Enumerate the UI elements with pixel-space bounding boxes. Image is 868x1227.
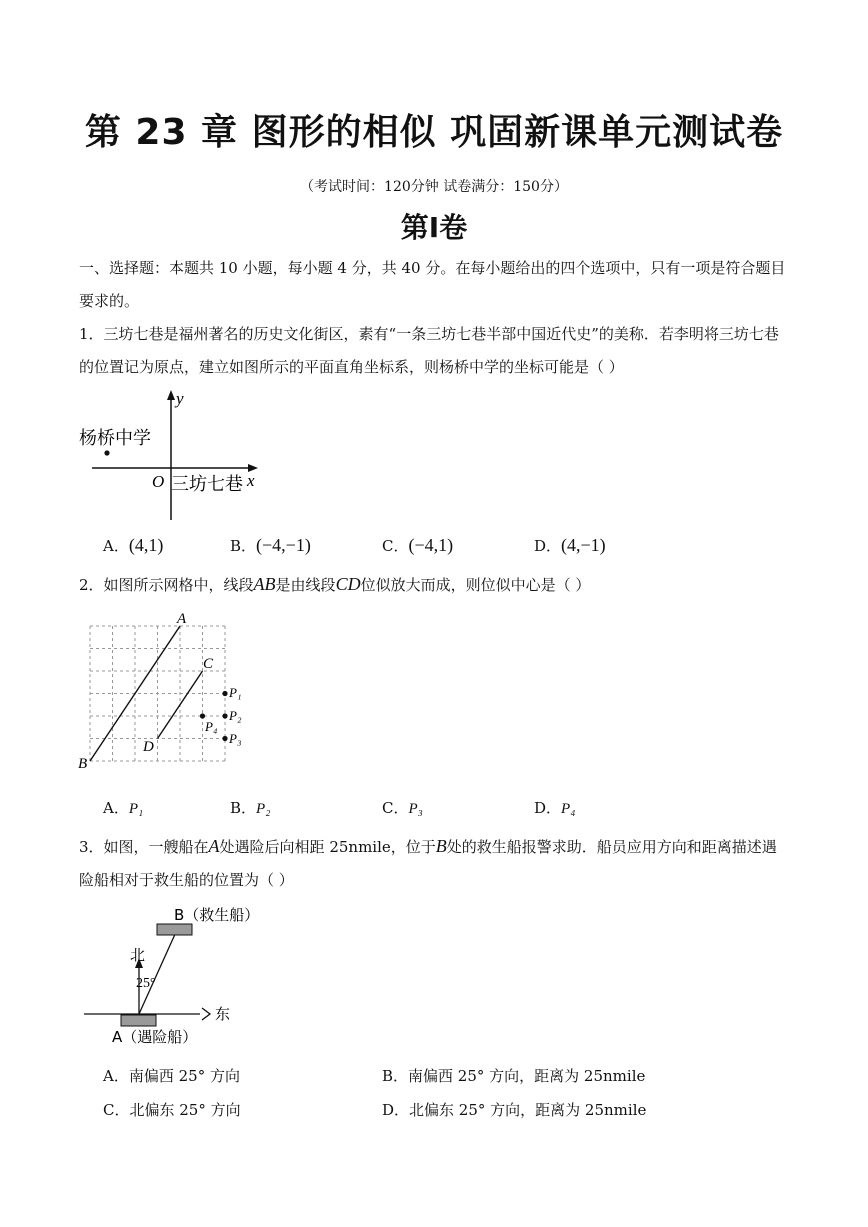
option-text: (4,−1) xyxy=(561,535,606,555)
option-letter: B． xyxy=(230,799,257,817)
q1-option-b[interactable] xyxy=(230,535,311,556)
exam-info: （考试时间：120分钟 试卷满分：150分） xyxy=(300,179,568,195)
origin-label: O xyxy=(152,472,165,491)
label-a-distress: A（遇险船） xyxy=(112,1028,198,1046)
option-text: 北偏东 25° 方向，距离为 25nmile xyxy=(409,1101,647,1119)
q2-option-c[interactable] xyxy=(382,797,423,818)
east-label: 东 xyxy=(215,1005,231,1023)
option-letter: D． xyxy=(534,537,562,555)
option-text: P₁ xyxy=(128,801,144,817)
question-1-stem: 1．三坊七巷是福州著名的历史文化街区，素有“一条三坊七巷半部中国近代史”的美称．若李明将三坊七巷的位置记为原点，建立如图所示的平面直角坐标系，则杨桥中学的坐标可能是（ ） xyxy=(79,325,779,376)
option-letter: A． xyxy=(103,537,129,555)
option-text: (−4,1) xyxy=(408,535,454,555)
label-p1: P₁ xyxy=(229,685,242,700)
option-letter: A． xyxy=(103,1067,129,1085)
east-arrow-icon xyxy=(202,1008,210,1020)
option-text: P₄ xyxy=(561,801,576,817)
option-text: (−4,−1) xyxy=(256,535,311,555)
option-text: P₂ xyxy=(256,801,271,817)
rescue-boat xyxy=(157,924,192,935)
point-p1 xyxy=(222,691,227,696)
stem-text: 是由线段 xyxy=(275,576,336,594)
question-2-figure xyxy=(75,610,265,780)
q3-option-d[interactable] xyxy=(382,1099,646,1120)
point-p3 xyxy=(222,736,227,741)
question-2-stem xyxy=(79,568,791,602)
north-label: 北 xyxy=(130,946,146,964)
option-letter: C． xyxy=(103,1101,130,1119)
label-p4: P₄ xyxy=(205,719,218,734)
point-b-ref: B xyxy=(435,836,447,856)
bearing-line xyxy=(139,932,176,1014)
label-a: A xyxy=(177,611,187,627)
q2-option-d[interactable] xyxy=(534,797,575,818)
school-label: 杨桥中学 xyxy=(79,428,151,449)
school-point xyxy=(104,450,109,455)
page-title: 第 23 章 图形的相似 巩固新课单元测试卷 xyxy=(84,112,784,153)
point-p4 xyxy=(200,713,205,718)
option-letter: A． xyxy=(103,799,129,817)
q3-option-a[interactable] xyxy=(103,1065,240,1086)
stem-text: 3．如图，一艘船在 xyxy=(79,838,209,856)
q3-option-c[interactable] xyxy=(103,1099,241,1120)
distressed-boat xyxy=(121,1015,156,1026)
option-letter: C． xyxy=(382,799,409,817)
option-text: 北偏东 25° 方向 xyxy=(129,1101,241,1119)
segment-cd-label: CD xyxy=(335,574,361,594)
origin-place-label: 三坊七巷 xyxy=(171,474,243,495)
label-c: C xyxy=(203,656,214,672)
q1-option-c[interactable] xyxy=(382,535,453,556)
y-axis-label: y xyxy=(176,389,184,408)
option-text: 南偏西 25° 方向 xyxy=(128,1067,240,1085)
label-b: B xyxy=(78,756,88,772)
grid xyxy=(90,626,225,761)
stem-text: 处遇险后向相距 25nmile，位于 xyxy=(219,838,436,856)
option-letter: C． xyxy=(382,537,409,555)
angle-label: 25° xyxy=(136,976,156,991)
stem-text: 位似放大而成，则位似中心是（ ） xyxy=(360,576,591,594)
volume-heading: 第Ⅰ卷 xyxy=(400,211,468,244)
q2-option-a[interactable] xyxy=(103,797,143,818)
point-p2 xyxy=(222,713,227,718)
option-text: 南偏西 25° 方向，距离为 25nmile xyxy=(408,1067,646,1085)
option-letter: D． xyxy=(382,1101,410,1119)
q1-option-d[interactable] xyxy=(534,535,606,556)
question-3-figure xyxy=(80,902,260,1050)
label-b-rescue: B（救生船） xyxy=(174,906,260,924)
q1-option-a[interactable] xyxy=(103,535,163,556)
option-text: (4,1) xyxy=(128,535,164,555)
label-p2: P₂ xyxy=(229,708,242,723)
option-letter: D． xyxy=(534,799,562,817)
section-intro: 一、选择题：本题共 10 小题，每小题 4 分，共 40 分。在每小题给出的四个选项中，只有一项是符合题目要求的。 xyxy=(79,259,786,310)
option-letter: B． xyxy=(382,1067,409,1085)
label-p3: P₃ xyxy=(229,731,242,746)
question-1-figure xyxy=(76,388,276,528)
stem-text: 处的救生船报警求助．船员应用方向和距离描述遇险船相对于救生船的位置为（ ） xyxy=(79,838,777,889)
option-letter: B． xyxy=(230,537,257,555)
point-a-ref: A xyxy=(208,836,220,856)
stem-text: 2．如图所示网格中，线段 xyxy=(79,576,254,594)
segment-ab-label: AB xyxy=(253,574,276,594)
x-axis-label: x xyxy=(247,471,255,490)
question-3-stem xyxy=(79,830,791,897)
y-axis-arrow-icon xyxy=(167,390,175,400)
option-text: P₃ xyxy=(408,801,423,817)
q2-option-b[interactable] xyxy=(230,797,270,818)
q3-option-b[interactable] xyxy=(382,1065,645,1086)
label-d: D xyxy=(143,739,154,755)
